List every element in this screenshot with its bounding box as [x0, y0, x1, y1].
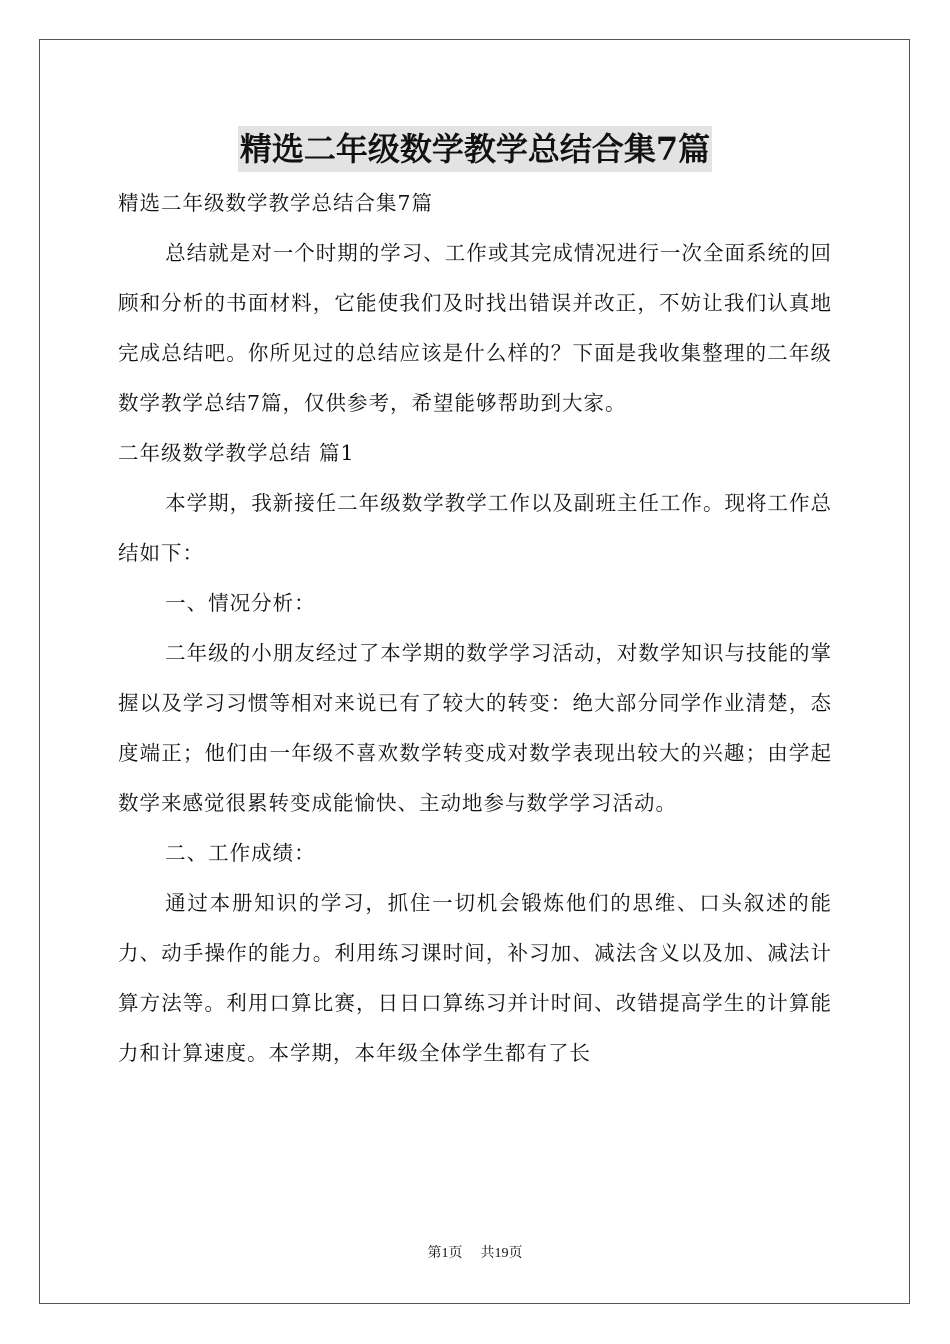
document-title-text: 精选二年级数学教学总结合集7篇	[238, 126, 712, 172]
paragraph-5: 二年级的小朋友经过了本学期的数学学习活动，对数学知识与技能的掌握以及学习习惯等相对来说已有了较大的转变：绝大部分同学作业清楚，态度端正；他们由一年级不喜欢数学转变成对数学表现出较大的兴趣；由学起数学来感觉很累转变成能愉快、主动地参与数学学习活动。	[118, 641, 832, 815]
page-total: 共19页	[480, 1246, 523, 1261]
page-footer	[0, 1244, 950, 1264]
paragraph-1: 总结就是对一个时期的学习、工作或其完成情况进行一次全面系统的回顾和分析的书面材料，它能使我们及时找出错误并改正，不妨让我们认真地完成总结吧。你所见过的总结应该是什么样的？下面是我收集整理的二年级数学教学总结7篇，仅供参考，希望能够帮助到大家。	[118, 241, 832, 415]
document-title	[0, 126, 950, 172]
page-number: 第1页	[427, 1246, 463, 1261]
paragraph-2: 二年级数学教学总结 篇1	[118, 441, 355, 465]
paragraph-6: 二、工作成绩：	[165, 841, 316, 865]
paragraph-7: 通过本册知识的学习，抓住一切机会锻炼他们的思维、口头叙述的能力、动手操作的能力。利用练习课时间，补习加、减法含义以及加、减法计算方法等。利用口算比赛，日日口算练习并计时间、改错提高学生的计算能力和计算速度。本学期，本年级全体学生都有了长	[118, 891, 832, 1065]
paragraph-3: 本学期，我新接任二年级数学教学工作以及副班主任工作。现将工作总结如下：	[118, 491, 832, 565]
paragraph-4: 一、情况分析：	[165, 591, 316, 615]
document-body	[118, 178, 832, 1078]
paragraph-0: 精选二年级数学教学总结合集7篇	[118, 191, 434, 215]
